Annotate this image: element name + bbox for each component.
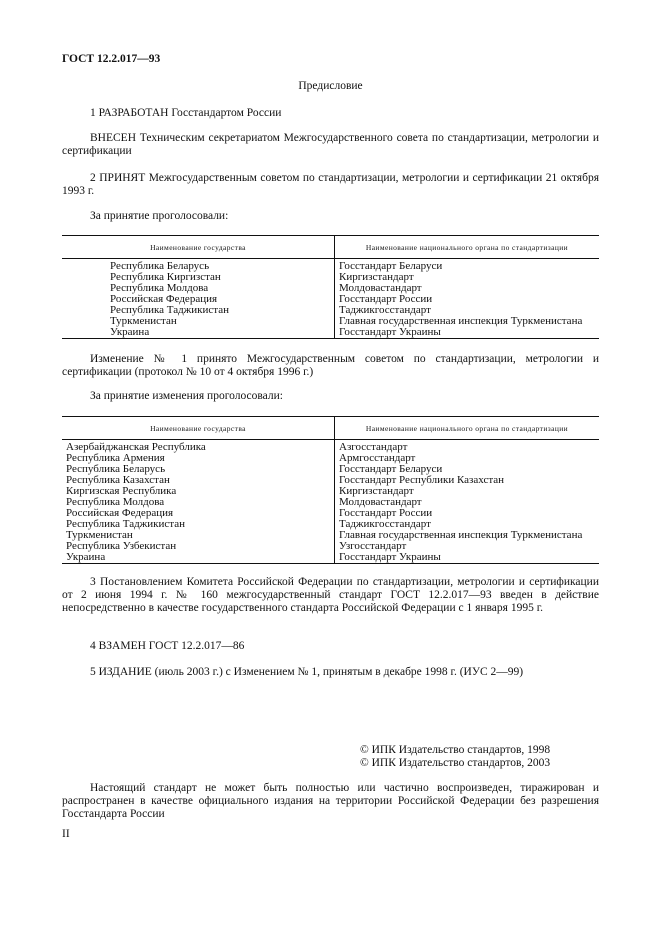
agency-cell: Киргизстандарт [339, 271, 414, 283]
agency-cell: Главная государственная инспекция Туркменистана [339, 315, 583, 327]
agency-cell: Госстандарт Республики Казахстан [339, 474, 505, 486]
agency-cell: Госстандарт России [339, 507, 433, 519]
state-cell: Туркменистан [62, 530, 335, 541]
state-cell: Республика Таджикистан [62, 519, 335, 530]
voted-label: За принятие проголосовали: [90, 210, 229, 222]
state-cell: Республика Беларусь [62, 464, 335, 475]
copyright-1998: © ИПК Издательство стандартов, 1998 [360, 744, 551, 756]
agency-cell: Молдовастандарт [339, 496, 422, 508]
agency-cell: Азгосстандарт [339, 441, 408, 453]
state-cell: Киргизская Республика [62, 486, 335, 497]
reproduction-notice: Настоящий стандарт не может быть полностью или частично воспроизведен, тиражирован и распространен в качестве официального издания на территории Российской Федерации без разрешения Госстандарта России [62, 782, 599, 820]
page-number: II [62, 828, 70, 840]
voted-amend-label: За принятие изменения проголосовали: [90, 390, 283, 402]
state-cell: Республика Беларусь [62, 259, 335, 273]
section-2: 2 ПРИНЯТ Межгосударственным советом по стандартизации, метрологии и сертификации 21 октября 1993 г. [62, 172, 599, 197]
section-3: 3 Постановлением Комитета Российской Федерации по стандартизации, метрологии и сертификации от 2 июня 1994 г. № 160 межгосударственный стандарт ГОСТ 12.2.017—93 введен в действие непосредственно в качестве государственного стандарта Российской Федерации с 1 января 1995 г. [62, 576, 599, 614]
agency-cell: Узгосстандарт [339, 540, 407, 552]
agency-cell: Госстандарт России [339, 293, 433, 305]
agency-cell: Армгосстандарт [339, 452, 416, 464]
state-cell: Азербайджанская Республика [62, 440, 335, 454]
table-header-row [62, 236, 599, 259]
state-cell: Республика Молдова [62, 283, 335, 294]
standard-code: ГОСТ 12.2.017—93 [62, 53, 161, 65]
page-title: Предисловие [298, 80, 363, 92]
state-cell: Украина [62, 552, 335, 564]
state-cell: Республика Киргизстан [62, 272, 335, 283]
column-header-agency: Наименование национального органа по стандартизации [335, 236, 600, 259]
copyright-2003: © ИПК Издательство стандартов, 2003 [360, 757, 551, 769]
column-header-agency: Наименование национального органа по стандартизации [335, 417, 600, 440]
section-vnesen: ВНЕСЕН Техническим секретариатом Межгосударственного совета по стандартизации, метрологии и сертификации [62, 132, 599, 157]
section-5: 5 ИЗДАНИЕ (июль 2003 г.) с Изменением № 1, принятым в декабре 1998 г. (ИУС 2—99) [90, 666, 524, 678]
agency-cell: Киргизстандарт [339, 485, 414, 497]
state-cell: Республика Казахстан [62, 475, 335, 486]
column-header-state: Наименование государства [62, 236, 335, 259]
states-table-1 [62, 235, 599, 339]
agency-cell: Таджикгосстандарт [339, 518, 431, 530]
agency-cell: Госстандарт Украины [339, 551, 441, 563]
state-cell: Республика Узбекистан [62, 541, 335, 552]
state-cell: Российская Федерация [62, 294, 335, 305]
state-cell: Республика Молдова [62, 497, 335, 508]
state-cell: Туркменистан [62, 316, 335, 327]
agency-cell: Молдовастандарт [339, 282, 422, 294]
agency-cell: Госстандарт Украины [339, 326, 441, 338]
table-header-row [62, 417, 599, 440]
state-cell: Российская Федерация [62, 508, 335, 519]
agency-cell: Госстандарт Беларуси [339, 260, 443, 272]
amendment-note: Изменение № 1 принято Межгосударственным советом по стандартизации, метрологии и сертификации (протокол № 10 от 4 октября 1996 г.) [62, 353, 599, 378]
state-cell: Украина [62, 327, 335, 339]
agency-cell: Таджикгосстандарт [339, 304, 431, 316]
state-cell: Республика Таджикистан [62, 305, 335, 316]
section-4: 4 ВЗАМЕН ГОСТ 12.2.017—86 [90, 640, 245, 652]
column-header-state: Наименование государства [62, 417, 335, 440]
section-1: 1 РАЗРАБОТАН Госстандартом России [90, 107, 282, 119]
state-cell: Республика Армения [62, 453, 335, 464]
states-table-2 [62, 416, 599, 564]
agency-cell: Главная государственная инспекция Туркменистана [339, 529, 583, 541]
agency-cell: Госстандарт Беларуси [339, 463, 443, 475]
